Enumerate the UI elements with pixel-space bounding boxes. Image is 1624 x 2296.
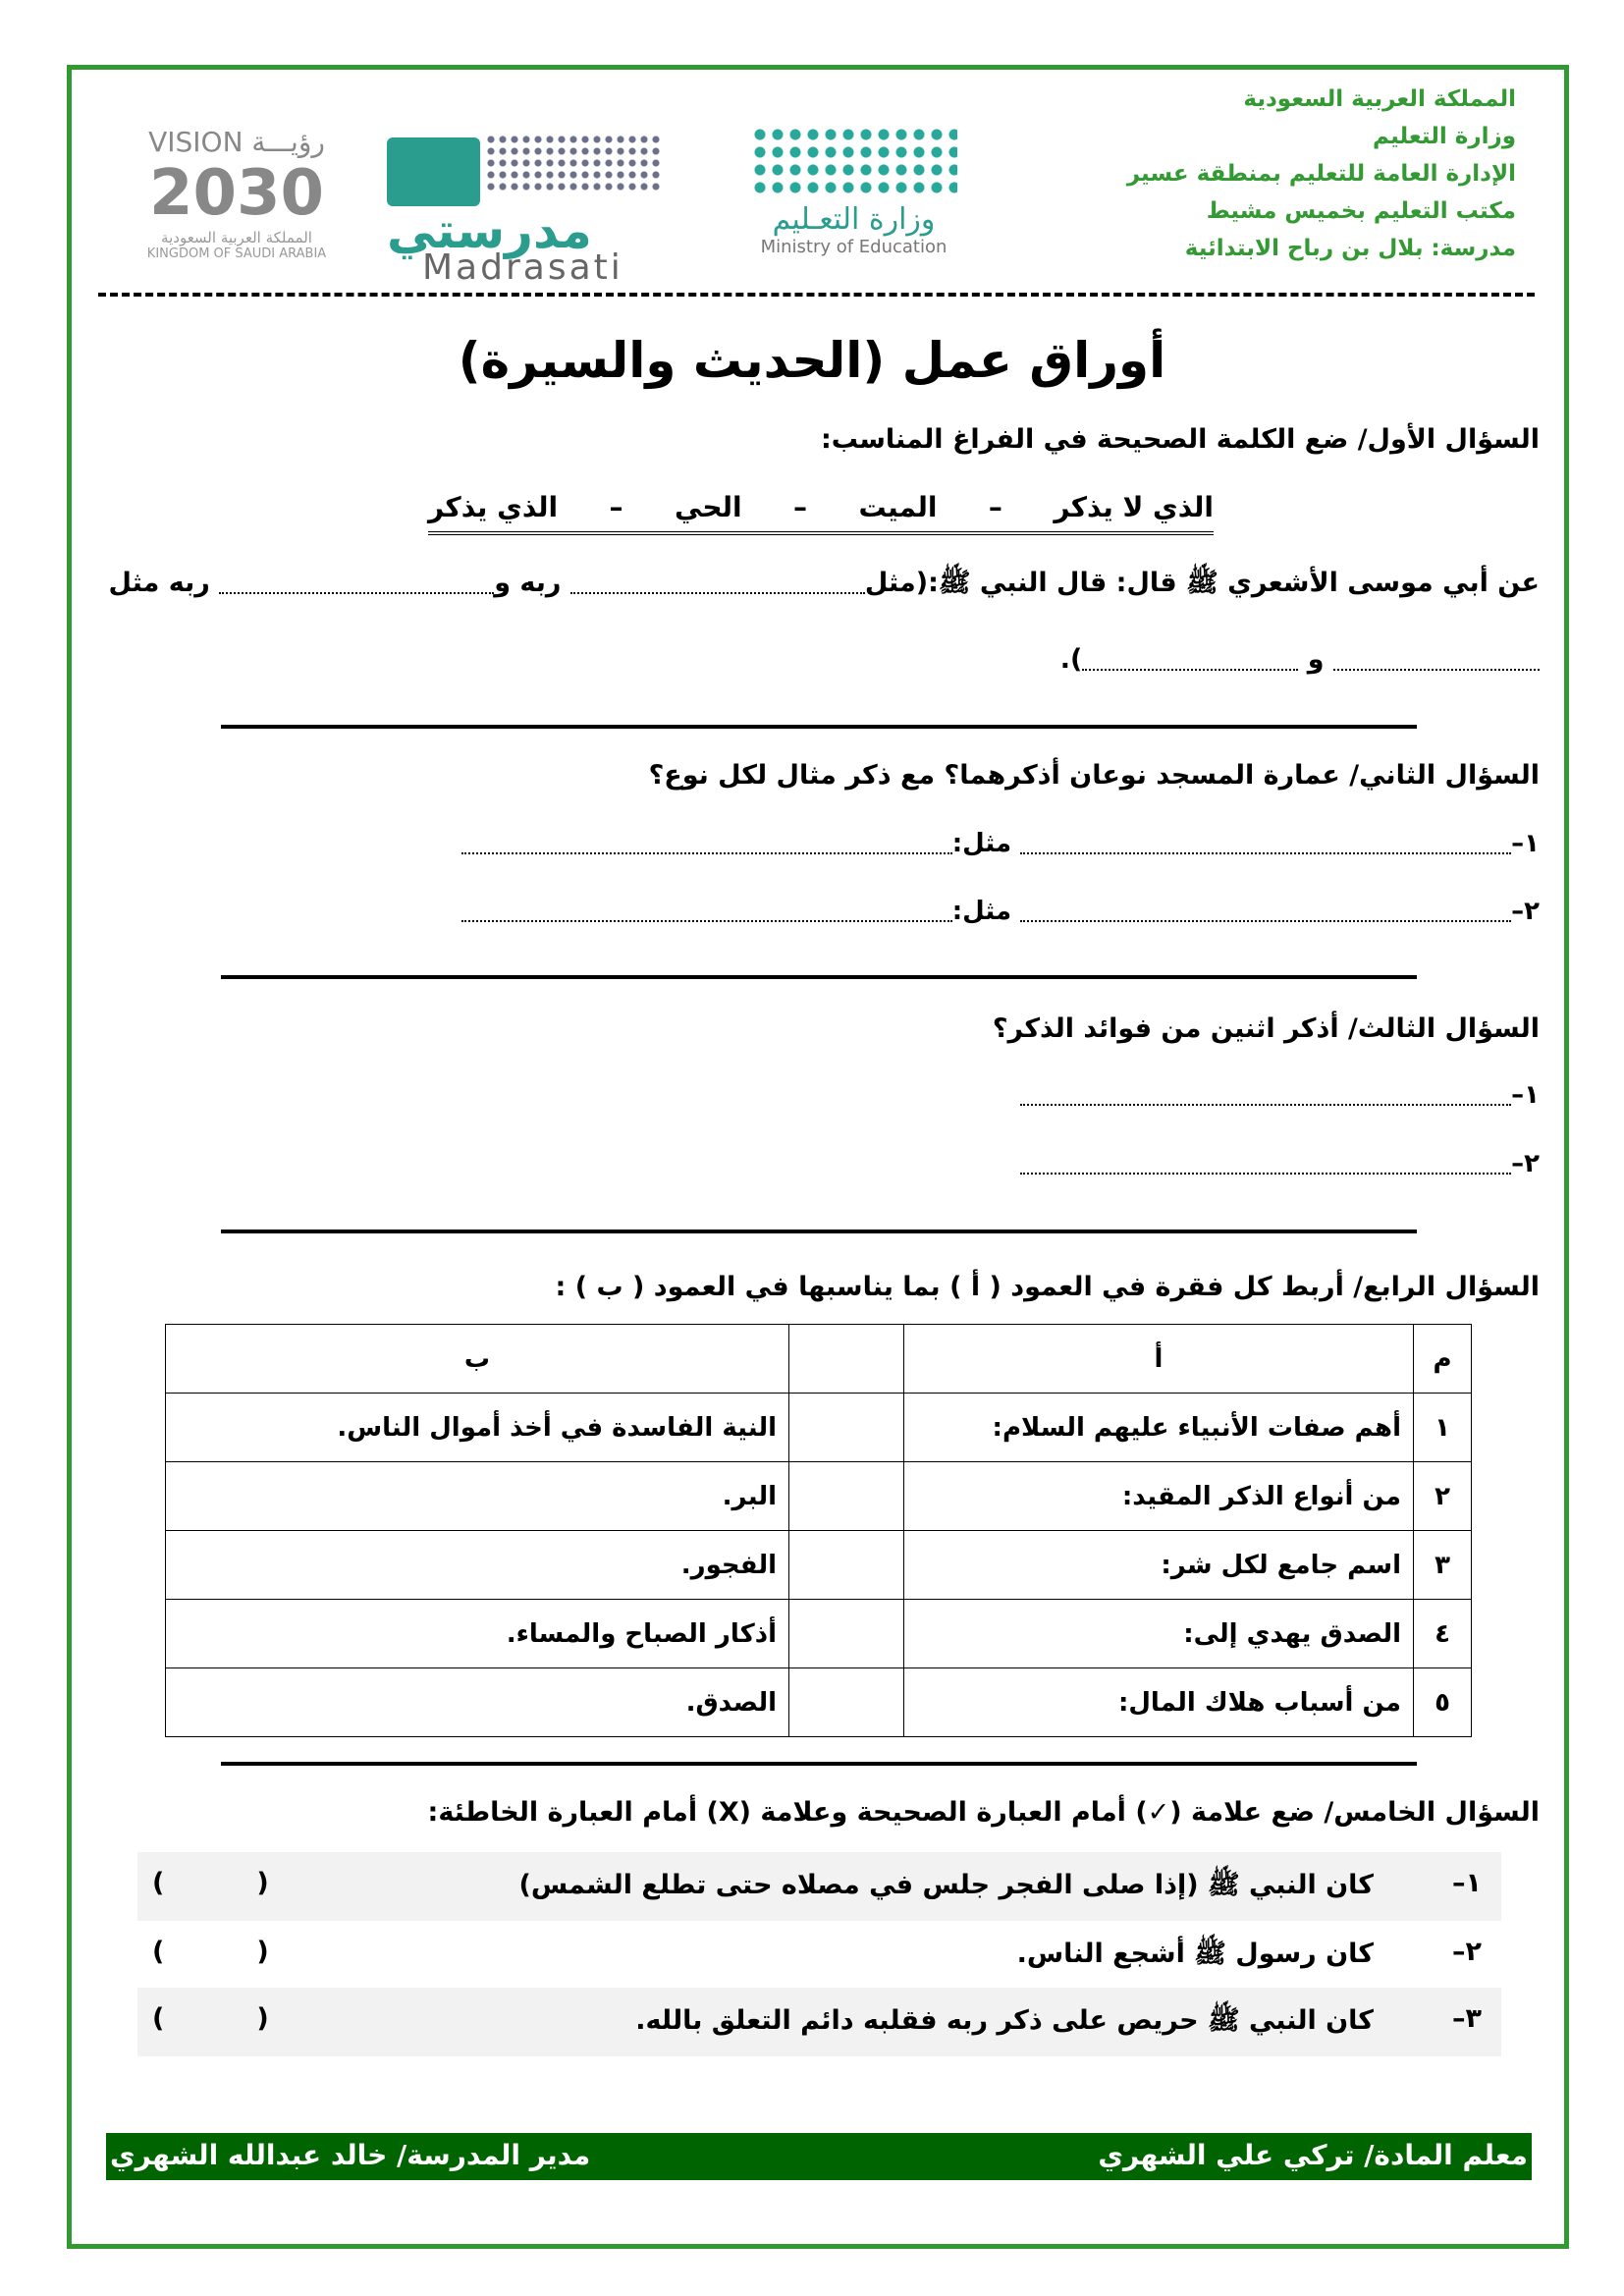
word-option: الحي (674, 491, 742, 523)
ministry-logo (733, 126, 974, 283)
row-number: ٥ (1414, 1668, 1472, 1737)
answer-field[interactable] (1020, 1155, 1511, 1175)
q4-prompt: السؤال الرابع/ أربط كل فقرة في العمود ( أ ) بما يناسبها في العمود ( ب ) : (555, 1272, 1540, 1302)
statement-text: كان النبي ﷺ (إذا صلى الفجر جلس في مصلاه حتى تطلع الشمس) (518, 1870, 1374, 1900)
header-line: مكتب التعليم بخميس مشيط (1206, 198, 1516, 224)
blank-field[interactable] (219, 574, 494, 594)
statement-text: كان النبي ﷺ حريص على ذكر ربه فقلبه دائم التعلق بالله. (635, 2005, 1374, 2036)
word-option: الذي لا يذكر (1054, 491, 1214, 523)
section-divider (221, 1762, 1417, 1766)
hadith-text: ). (1059, 644, 1083, 675)
school-header (1127, 81, 1516, 267)
page-title: أوراق عمل (الحديث والسيرة) (458, 332, 1166, 389)
col-header-match (789, 1325, 904, 1394)
madrasati-logo-ar: مدرستي (387, 202, 592, 259)
table-row (166, 1462, 1472, 1531)
dots-pattern-icon (485, 134, 662, 192)
header-line: وزارة التعليم (1373, 124, 1516, 149)
table-row (166, 1668, 1472, 1737)
vision-logo-title: VISION رؤيـــة (148, 126, 325, 158)
item-number: ٣– (1452, 2003, 1482, 2034)
blank-field[interactable] (1082, 651, 1298, 671)
matching-table (165, 1324, 1472, 1737)
q1-hadith-line2 (1060, 644, 1540, 675)
q2-item (461, 897, 1540, 926)
table-row (166, 1600, 1472, 1668)
section-divider (221, 975, 1417, 979)
example-field[interactable] (461, 835, 952, 854)
item-number: ٢– (1452, 1937, 1482, 1967)
header-divider (98, 293, 1535, 297)
word-option: الميت (858, 491, 938, 523)
match-cell[interactable] (789, 1531, 904, 1600)
hadith-text: عن أبي موسى الأشعري ﷺ قال: قال النبي ﷺ:(مثل (864, 568, 1540, 598)
blank-field[interactable] (1333, 651, 1540, 671)
column-b-cell: الفجور. (166, 1531, 789, 1600)
column-a-cell: من أنواع الذكر المقيد: (904, 1462, 1414, 1531)
q1-word-bank (428, 491, 1214, 535)
vision-2030-logo (133, 126, 341, 289)
answer-box[interactable]: ( ) (152, 1868, 269, 1898)
signature-footer (106, 2133, 1532, 2180)
vision-logo-number: 2030 (148, 157, 325, 230)
column-b-cell: الصدق. (166, 1668, 789, 1737)
item-number: ١– (1511, 1080, 1540, 1110)
dash: – (988, 491, 1002, 523)
column-b-cell: البر. (166, 1462, 789, 1531)
column-a-cell: الصدق يهدي إلى: (904, 1600, 1414, 1668)
item-number: ٢– (1511, 897, 1540, 926)
hadith-text: و (1307, 644, 1325, 675)
header-line: المملكة العربية السعودية (1243, 86, 1516, 112)
item-number: ١– (1452, 1868, 1482, 1898)
item-number: ٢– (1511, 1149, 1540, 1178)
ministry-logo-en: Ministry of Education (760, 237, 947, 257)
column-b-cell: أذكار الصباح والمساء. (166, 1600, 789, 1668)
answer-field[interactable] (1020, 1086, 1511, 1106)
q2-prompt: السؤال الثاني/ عمارة المسجد نوعان أذكرهما؟ مع ذكر مثال لكل نوع؟ (648, 760, 1540, 791)
item-number: ١– (1511, 829, 1540, 858)
row-number: ٣ (1414, 1531, 1472, 1600)
column-a-cell: أهم صفات الأنبياء عليهم السلام: (904, 1394, 1414, 1462)
q2-item (461, 829, 1540, 858)
answer-box[interactable]: ( ) (152, 1937, 269, 1967)
book-icon (387, 137, 480, 206)
example-field[interactable] (461, 902, 952, 922)
hadith-text: ربه مثل (108, 568, 210, 598)
word-option: الذي يذكر (428, 491, 559, 523)
row-number: ١ (1414, 1394, 1472, 1462)
vision-logo-en: KINGDOM OF SAUDI ARABIA (146, 246, 327, 261)
statement-text: كان رسول ﷺ أشجع الناس. (1016, 1939, 1374, 1969)
teacher-name: معلم المادة/ تركي علي الشهري (1098, 2139, 1528, 2171)
table-row (166, 1531, 1472, 1600)
blank-field[interactable] (570, 574, 865, 594)
q5-prompt: السؤال الخامس/ ضع علامة (✓) أمام العبارة الصحيحة وعلامة (X) أمام العبارة الخاطئة: (427, 1797, 1540, 1828)
table-header-row (166, 1325, 1472, 1394)
row-number: ٤ (1414, 1600, 1472, 1668)
dash: – (609, 491, 623, 523)
header-line: الإدارة العامة للتعليم بمنطقة عسير (1126, 161, 1516, 187)
hadith-text: ربه و (494, 568, 562, 598)
match-cell[interactable] (789, 1668, 904, 1737)
answer-field[interactable] (1020, 835, 1511, 854)
section-divider (221, 725, 1417, 729)
column-a-cell: اسم جامع لكل شر: (904, 1531, 1414, 1600)
principal-name: مدير المدرسة/ خالد عبدالله الشهري (110, 2139, 591, 2171)
example-label: مثل: (951, 829, 1012, 858)
q1-prompt: السؤال الأول/ ضع الكلمة الصحيحة في الفراغ المناسب: (820, 424, 1540, 455)
ministry-dots-icon (751, 126, 957, 194)
col-header-b: ب (166, 1325, 789, 1394)
column-b-cell: النية الفاسدة في أخذ أموال الناس. (166, 1394, 789, 1462)
q3-item (1020, 1080, 1540, 1110)
q3-item (1020, 1149, 1540, 1178)
madrasati-logo (387, 128, 672, 290)
dash: – (793, 491, 808, 523)
madrasati-logo-en: Madrasati (422, 247, 623, 288)
row-number: ٢ (1414, 1462, 1472, 1531)
answer-field[interactable] (1020, 902, 1511, 922)
match-cell[interactable] (789, 1394, 904, 1462)
col-header-a: أ (904, 1325, 1414, 1394)
q1-hadith-line1 (109, 566, 1540, 605)
true-false-item (137, 1988, 1501, 2056)
col-header-number: م (1414, 1325, 1472, 1394)
vision-logo-ar: المملكة العربية السعودية (161, 229, 312, 246)
header-line: مدرسة: بلال بن رباح الابتدائية (1184, 236, 1516, 261)
match-cell[interactable] (789, 1462, 904, 1531)
example-label: مثل: (951, 897, 1012, 926)
true-false-item (137, 1921, 1501, 1990)
match-cell[interactable] (789, 1600, 904, 1668)
section-divider (221, 1230, 1417, 1233)
true-false-item (137, 1852, 1501, 1921)
answer-box[interactable]: ( ) (152, 2003, 269, 2034)
table-row (166, 1394, 1472, 1462)
ministry-logo-ar: وزارة التعـليم (772, 202, 936, 237)
q3-prompt: السؤال الثالث/ أذكر اثنين من فوائد الذكر؟ (992, 1013, 1540, 1044)
column-a-cell: من أسباب هلاك المال: (904, 1668, 1414, 1737)
